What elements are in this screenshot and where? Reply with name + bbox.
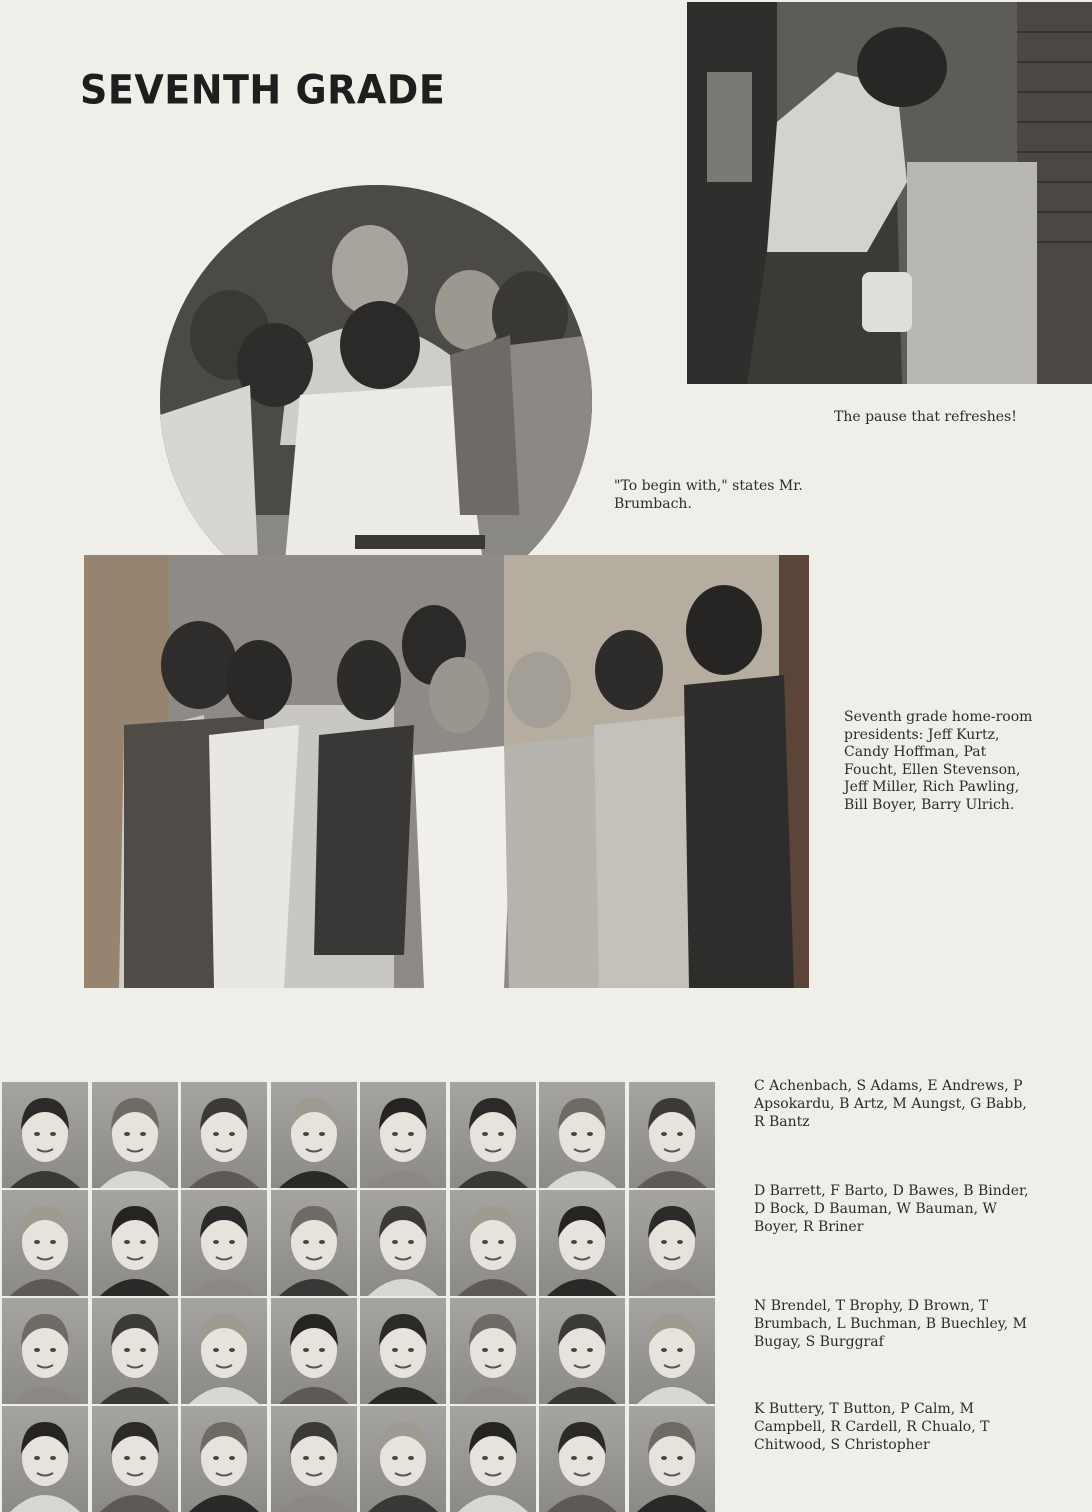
- portrait-names-row-4: K Buttery, T Button, P Calm, M Campbell, R Cardell, R Chualo, T Chitwood, S Christopher: [754, 1401, 990, 1454]
- student-portrait: [539, 1190, 625, 1296]
- caption-homeroom-presidents: Seventh grade home-room presidents: Jeff Kurtz, Candy Hoffman, Pat Foucht, Ellen Stevenson, Jeff Miller, Rich Pawling, Bill Boyer, Barry Ulrich.: [844, 709, 1033, 813]
- student-portrait: [271, 1082, 357, 1188]
- photo-teacher-brumbach: [160, 185, 592, 617]
- student-portrait: [271, 1190, 357, 1296]
- student-portrait: [450, 1190, 536, 1296]
- student-portrait: [92, 1082, 178, 1188]
- student-portrait: [2, 1406, 88, 1512]
- student-portrait: [539, 1406, 625, 1512]
- student-portrait: [629, 1298, 715, 1404]
- caption-teacher-brumbach: "To begin with," states Mr. Brumbach.: [614, 478, 803, 513]
- student-portrait: [450, 1082, 536, 1188]
- student-portrait: [2, 1298, 88, 1404]
- portrait-names-row-2: D Barrett, F Barto, D Bawes, B Binder, D Bock, D Bauman, W Bauman, W Boyer, R Briner: [754, 1183, 1029, 1236]
- student-portrait: [450, 1298, 536, 1404]
- portrait-names-row-1: C Achenbach, S Adams, E Andrews, P Apsokardu, B Artz, M Aungst, G Babb, R Bantz: [754, 1078, 1027, 1131]
- student-portrait: [271, 1298, 357, 1404]
- student-portrait: [539, 1298, 625, 1404]
- student-portrait: [360, 1082, 446, 1188]
- student-portrait: [360, 1190, 446, 1296]
- student-portrait: [181, 1298, 267, 1404]
- student-portrait: [629, 1190, 715, 1296]
- student-portrait: [2, 1082, 88, 1188]
- student-portrait: [450, 1406, 536, 1512]
- student-portrait: [2, 1190, 88, 1296]
- photo-homeroom-presidents: [84, 555, 809, 988]
- student-portrait: [539, 1082, 625, 1188]
- student-portrait: [271, 1406, 357, 1512]
- student-portrait: [360, 1406, 446, 1512]
- student-portrait: [629, 1406, 715, 1512]
- student-portrait: [181, 1190, 267, 1296]
- student-portrait: [360, 1298, 446, 1404]
- caption-drinking-fountain: The pause that refreshes!: [834, 409, 1017, 425]
- page-title: SEVENTH GRADE: [80, 66, 446, 114]
- student-portrait: [92, 1298, 178, 1404]
- student-portrait: [181, 1082, 267, 1188]
- student-portrait: [181, 1406, 267, 1512]
- student-portrait: [629, 1082, 715, 1188]
- portrait-names-row-3: N Brendel, T Brophy, D Brown, T Brumbach, L Buchman, B Buechley, M Bugay, S Burggraf: [754, 1298, 1028, 1351]
- photo-drinking-fountain: [687, 2, 1092, 384]
- student-portrait: [92, 1406, 178, 1512]
- student-portrait: [92, 1190, 178, 1296]
